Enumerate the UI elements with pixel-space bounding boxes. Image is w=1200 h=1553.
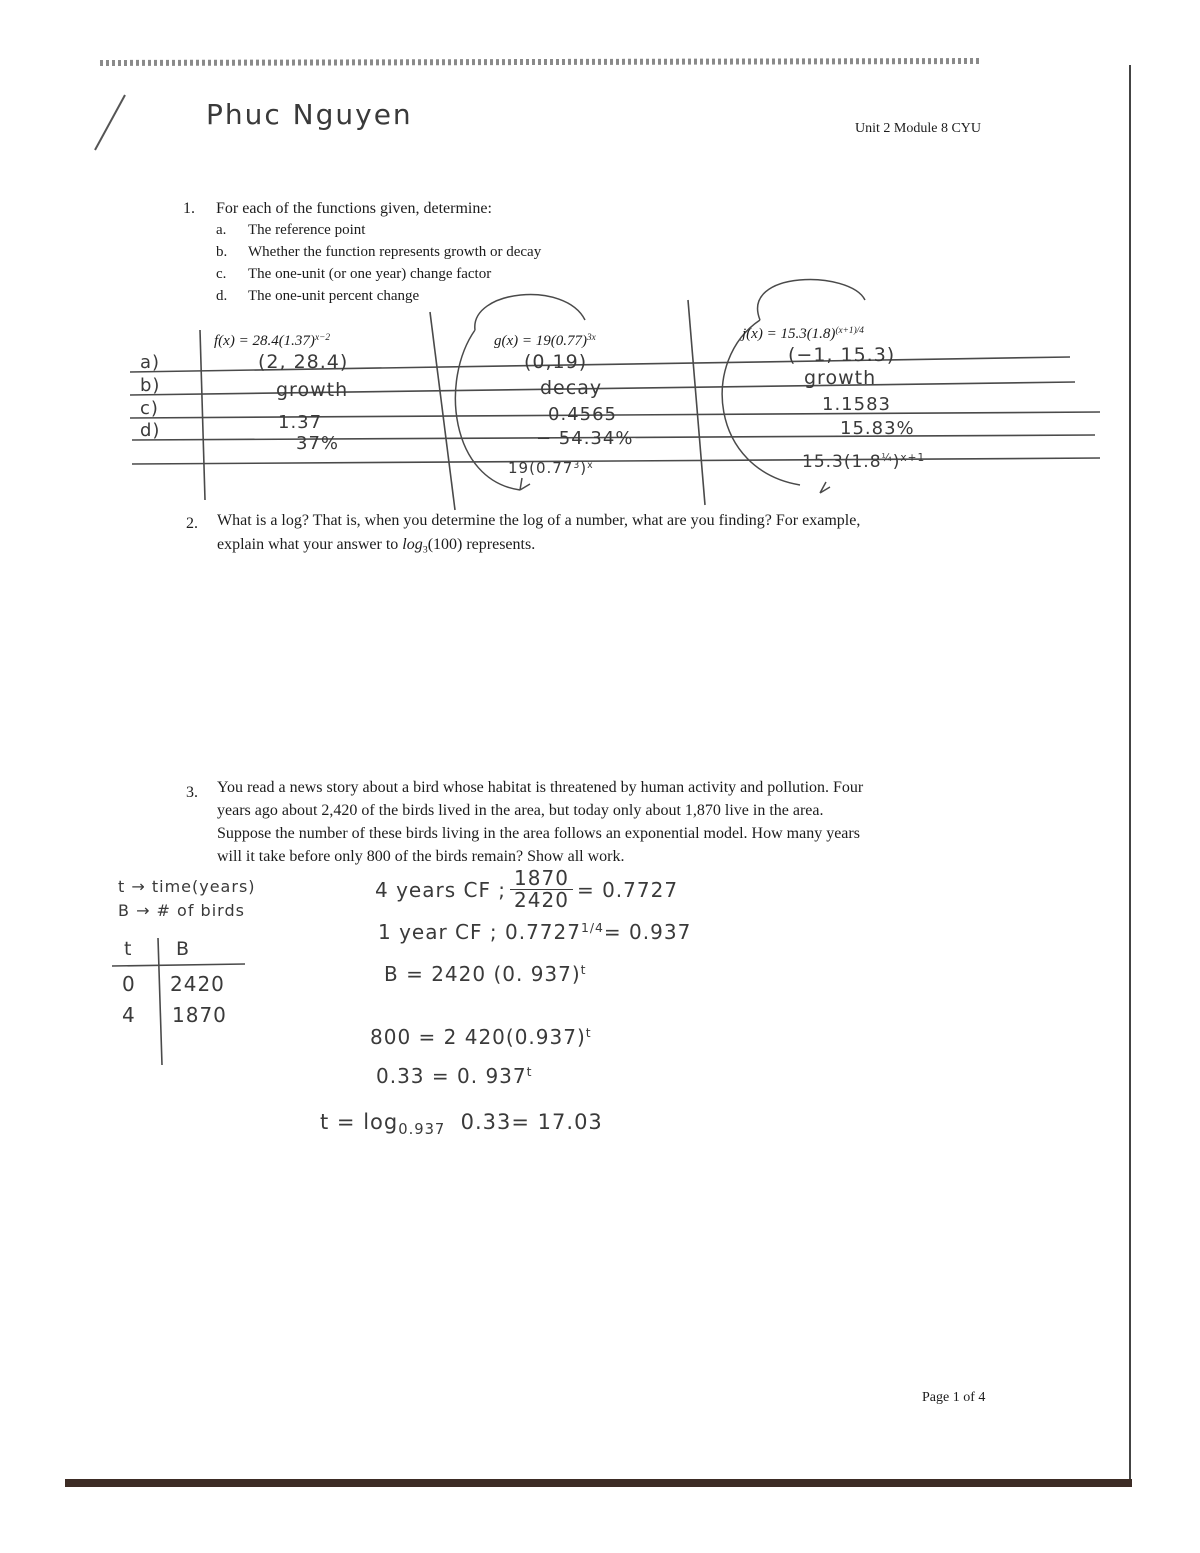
g-percent-change: − 54.34% — [536, 428, 634, 449]
table-row-t: 0 — [122, 972, 136, 996]
legend-b: B → # of birds — [118, 901, 245, 920]
row-label-a: a) — [140, 352, 161, 373]
f-reference-point: (2, 28.4) — [258, 351, 349, 373]
row-label-d: d) — [140, 420, 161, 441]
work-equation-3: $t = \log_{0.937} 0.33= 17.03$ — [320, 1110, 603, 1139]
q1-part-letter: b. — [216, 244, 228, 260]
q1-part-text: The one-unit (or one year) change factor — [248, 266, 492, 282]
q3-number: 3. — [186, 784, 198, 801]
function-g: $g(x) = 19(0.77)^{3x}$ — [494, 332, 596, 349]
page-number: Page 1 of 4 — [922, 1390, 986, 1405]
legend-t: t → time(years) — [118, 877, 256, 896]
student-name: Phuc Nguyen — [206, 98, 413, 131]
g-rewrite: $19(0.77^3)^x$ — [508, 459, 594, 477]
j-reference-point: (−1, 15.3) — [788, 344, 896, 366]
q1-part-letter: d. — [216, 288, 228, 304]
row-label-c: c) — [140, 398, 159, 419]
one-year-change-factor: 1 year CF ; $0.7727^{1/4}= 0.937$ — [378, 920, 692, 944]
q3-text-line: You read a news story about a bird whose habitat is threatened by human activity and pollution. Four — [217, 779, 864, 796]
top-edge — [100, 61, 980, 63]
j-growth-decay: growth — [804, 367, 877, 389]
q1-prompt: For each of the functions given, determine: — [216, 200, 492, 217]
q1-part-letter: c. — [216, 266, 227, 282]
four-year-change-factor: 4 years CF ; $\frac{1870}{2420}$ = 0.7727 — [375, 866, 679, 912]
function-j: $j(x) = 15.3(1.8)^{(x+1)/4}$ — [742, 325, 864, 342]
q3-text-line: will it take before only 800 of the birds remain? Show all work. — [217, 848, 625, 865]
function-f: $f(x) = 28.4(1.37)^{x-2}$ — [214, 332, 330, 349]
g-change-factor: 0.4565 — [548, 404, 617, 425]
work-equation-1: 800 = 2 $420(0.937)^t$ — [370, 1025, 592, 1049]
q1-part-letter: a. — [216, 222, 227, 238]
work-equation-2: 0.33 = 0. 937$^t$ — [376, 1064, 533, 1088]
model-equation: B = 2420 (0. 937)$^t$ — [384, 962, 587, 986]
four-year-fraction: $\frac{1870}{2420}$ — [510, 868, 573, 911]
q2-line1: What is a log? That is, when you determine the log of a number, what are you finding? For example, — [217, 512, 861, 529]
j-change-factor: 1.1583 — [822, 394, 891, 415]
row-label-b: b) — [140, 375, 161, 396]
q1-part-text: The one-unit percent change — [248, 288, 420, 304]
j-rewrite: $15.3(1.8^{\frac{1}{4}})^{x+1}$ — [802, 452, 926, 472]
q1-number: 1. — [183, 200, 195, 217]
table-head-b: B — [176, 938, 191, 960]
left-slash — [95, 95, 125, 150]
g-reference-point: (0,19) — [524, 351, 588, 373]
f-growth-decay: growth — [276, 379, 349, 401]
f-percent-change: 37% — [296, 433, 340, 454]
q3-text-line: years ago about 2,420 of the birds lived in the area, but today only about 1,870 live in the area. — [217, 802, 824, 819]
g-growth-decay: decay — [540, 377, 603, 399]
q1-part-text: Whether the function represents growth or decay — [248, 244, 542, 260]
table-head-t: t — [124, 938, 133, 960]
table-row-b: 2420 — [170, 972, 225, 996]
q3-text-line: Suppose the number of these birds living in the area follows an exponential model. How many years — [217, 825, 860, 842]
table-row-b: 1870 — [172, 1003, 227, 1027]
table-row-t: 4 — [122, 1003, 136, 1027]
unit-header: Unit 2 Module 8 CYU — [855, 121, 981, 136]
q1-part-text: The reference point — [248, 222, 366, 238]
j-percent-change: 15.83% — [840, 418, 915, 439]
f-change-factor: 1.37 — [278, 412, 323, 433]
q2-line2: explain what your answer to $\log_3(100)$ represents. — [217, 536, 536, 556]
q2-number: 2. — [186, 515, 198, 532]
